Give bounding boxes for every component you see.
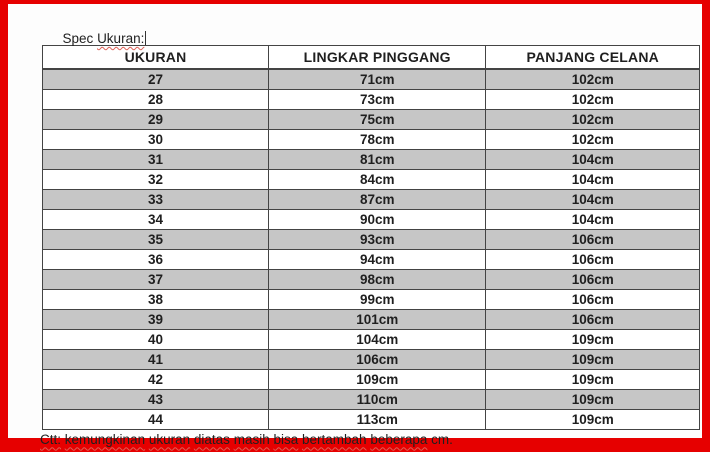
table-row [43, 249, 700, 269]
cell-panjang-celana: 109cm [486, 389, 700, 409]
cell-lingkar-pinggang: 93cm [269, 229, 486, 249]
cell-panjang-celana: 102cm [486, 109, 700, 129]
cell-ukuran: 36 [43, 249, 269, 269]
cell-panjang-celana: 102cm [486, 69, 700, 90]
table-row [43, 129, 700, 149]
table-row [43, 109, 700, 129]
cell-ukuran: 40 [43, 329, 269, 349]
cell-lingkar-pinggang: 84cm [269, 169, 486, 189]
cell-panjang-celana: 104cm [486, 209, 700, 229]
cell-lingkar-pinggang: 81cm [269, 149, 486, 169]
cell-lingkar-pinggang: 99cm [269, 289, 486, 309]
cell-ukuran: 35 [43, 229, 269, 249]
cell-panjang-celana: 109cm [486, 349, 700, 369]
cell-ukuran: 38 [43, 289, 269, 309]
table-header-row [43, 46, 700, 69]
footer-note [40, 432, 702, 448]
document-page [8, 4, 702, 447]
cell-panjang-celana: 102cm [486, 89, 700, 109]
cell-ukuran: 29 [43, 109, 269, 129]
cell-panjang-celana: 106cm [486, 269, 700, 289]
table-row [43, 289, 700, 309]
cell-panjang-celana: 106cm [486, 249, 700, 269]
cell-panjang-celana: 102cm [486, 129, 700, 149]
cell-ukuran: 31 [43, 149, 269, 169]
cell-lingkar-pinggang: 106cm [269, 349, 486, 369]
size-spec-table [42, 45, 700, 430]
table-row [43, 389, 700, 409]
misspelled-word: diatas [193, 431, 230, 447]
table-row [43, 149, 700, 169]
misspelled-word: Ukuran: [97, 31, 145, 46]
misspelled-word: kemungkinan [64, 431, 146, 447]
table-row [43, 369, 700, 389]
misspelled-word: masih [233, 431, 270, 447]
table-row [43, 169, 700, 189]
size-table-body [43, 69, 700, 430]
cell-ukuran: 30 [43, 129, 269, 149]
cell-lingkar-pinggang: 75cm [269, 109, 486, 129]
table-row [43, 189, 700, 209]
word: cm. [431, 431, 453, 447]
cell-ukuran: 37 [43, 269, 269, 289]
table-row [43, 349, 700, 369]
column-header-panjang-celana: PANJANG CELANA [486, 46, 700, 69]
cell-lingkar-pinggang: 73cm [269, 89, 486, 109]
text-cursor [145, 31, 146, 45]
cell-ukuran: 43 [43, 389, 269, 409]
cell-lingkar-pinggang: 104cm [269, 329, 486, 349]
table-row [43, 89, 700, 109]
cell-panjang-celana: 104cm [486, 149, 700, 169]
cell-lingkar-pinggang: 101cm [269, 309, 486, 329]
cell-lingkar-pinggang: 110cm [269, 389, 486, 409]
table-row [43, 229, 700, 249]
table-row [43, 209, 700, 229]
cell-panjang-celana: 104cm [486, 189, 700, 209]
cell-lingkar-pinggang: 71cm [269, 69, 486, 90]
cell-panjang-celana: 109cm [486, 329, 700, 349]
word: Spec [62, 31, 94, 46]
misspelled-word: bertambah [302, 431, 367, 447]
column-header-lingkar-pinggang: LINGKAR PINGGANG [269, 46, 486, 69]
page-title [40, 9, 702, 46]
table-row [43, 309, 700, 329]
cell-lingkar-pinggang: 87cm [269, 189, 486, 209]
cell-ukuran: 44 [43, 409, 269, 429]
cell-ukuran: 41 [43, 349, 269, 369]
cell-ukuran: 32 [43, 169, 269, 189]
cell-panjang-celana: 106cm [486, 229, 700, 249]
cell-ukuran: 42 [43, 369, 269, 389]
misspelled-word: Ctt: [40, 431, 62, 447]
table-row [43, 269, 700, 289]
cell-ukuran: 34 [43, 209, 269, 229]
title-text [63, 31, 145, 46]
table-row [43, 409, 700, 429]
cell-lingkar-pinggang: 113cm [269, 409, 486, 429]
cell-panjang-celana: 104cm [486, 169, 700, 189]
cell-panjang-celana: 109cm [486, 369, 700, 389]
cell-ukuran: 28 [43, 89, 269, 109]
cell-lingkar-pinggang: 94cm [269, 249, 486, 269]
cell-lingkar-pinggang: 78cm [269, 129, 486, 149]
cell-lingkar-pinggang: 109cm [269, 369, 486, 389]
misspelled-word: bisa [273, 431, 299, 447]
cell-panjang-celana: 106cm [486, 289, 700, 309]
cell-lingkar-pinggang: 90cm [269, 209, 486, 229]
cell-ukuran: 39 [43, 309, 269, 329]
cell-panjang-celana: 106cm [486, 309, 700, 329]
misspelled-word: ukuran [148, 431, 191, 447]
table-row [43, 69, 700, 90]
misspelled-word: beberapa [370, 431, 428, 447]
cell-ukuran: 27 [43, 69, 269, 90]
cell-panjang-celana: 109cm [486, 409, 700, 429]
table-row [43, 329, 700, 349]
column-header-ukuran: UKURAN [43, 46, 269, 69]
cell-lingkar-pinggang: 98cm [269, 269, 486, 289]
cell-ukuran: 33 [43, 189, 269, 209]
